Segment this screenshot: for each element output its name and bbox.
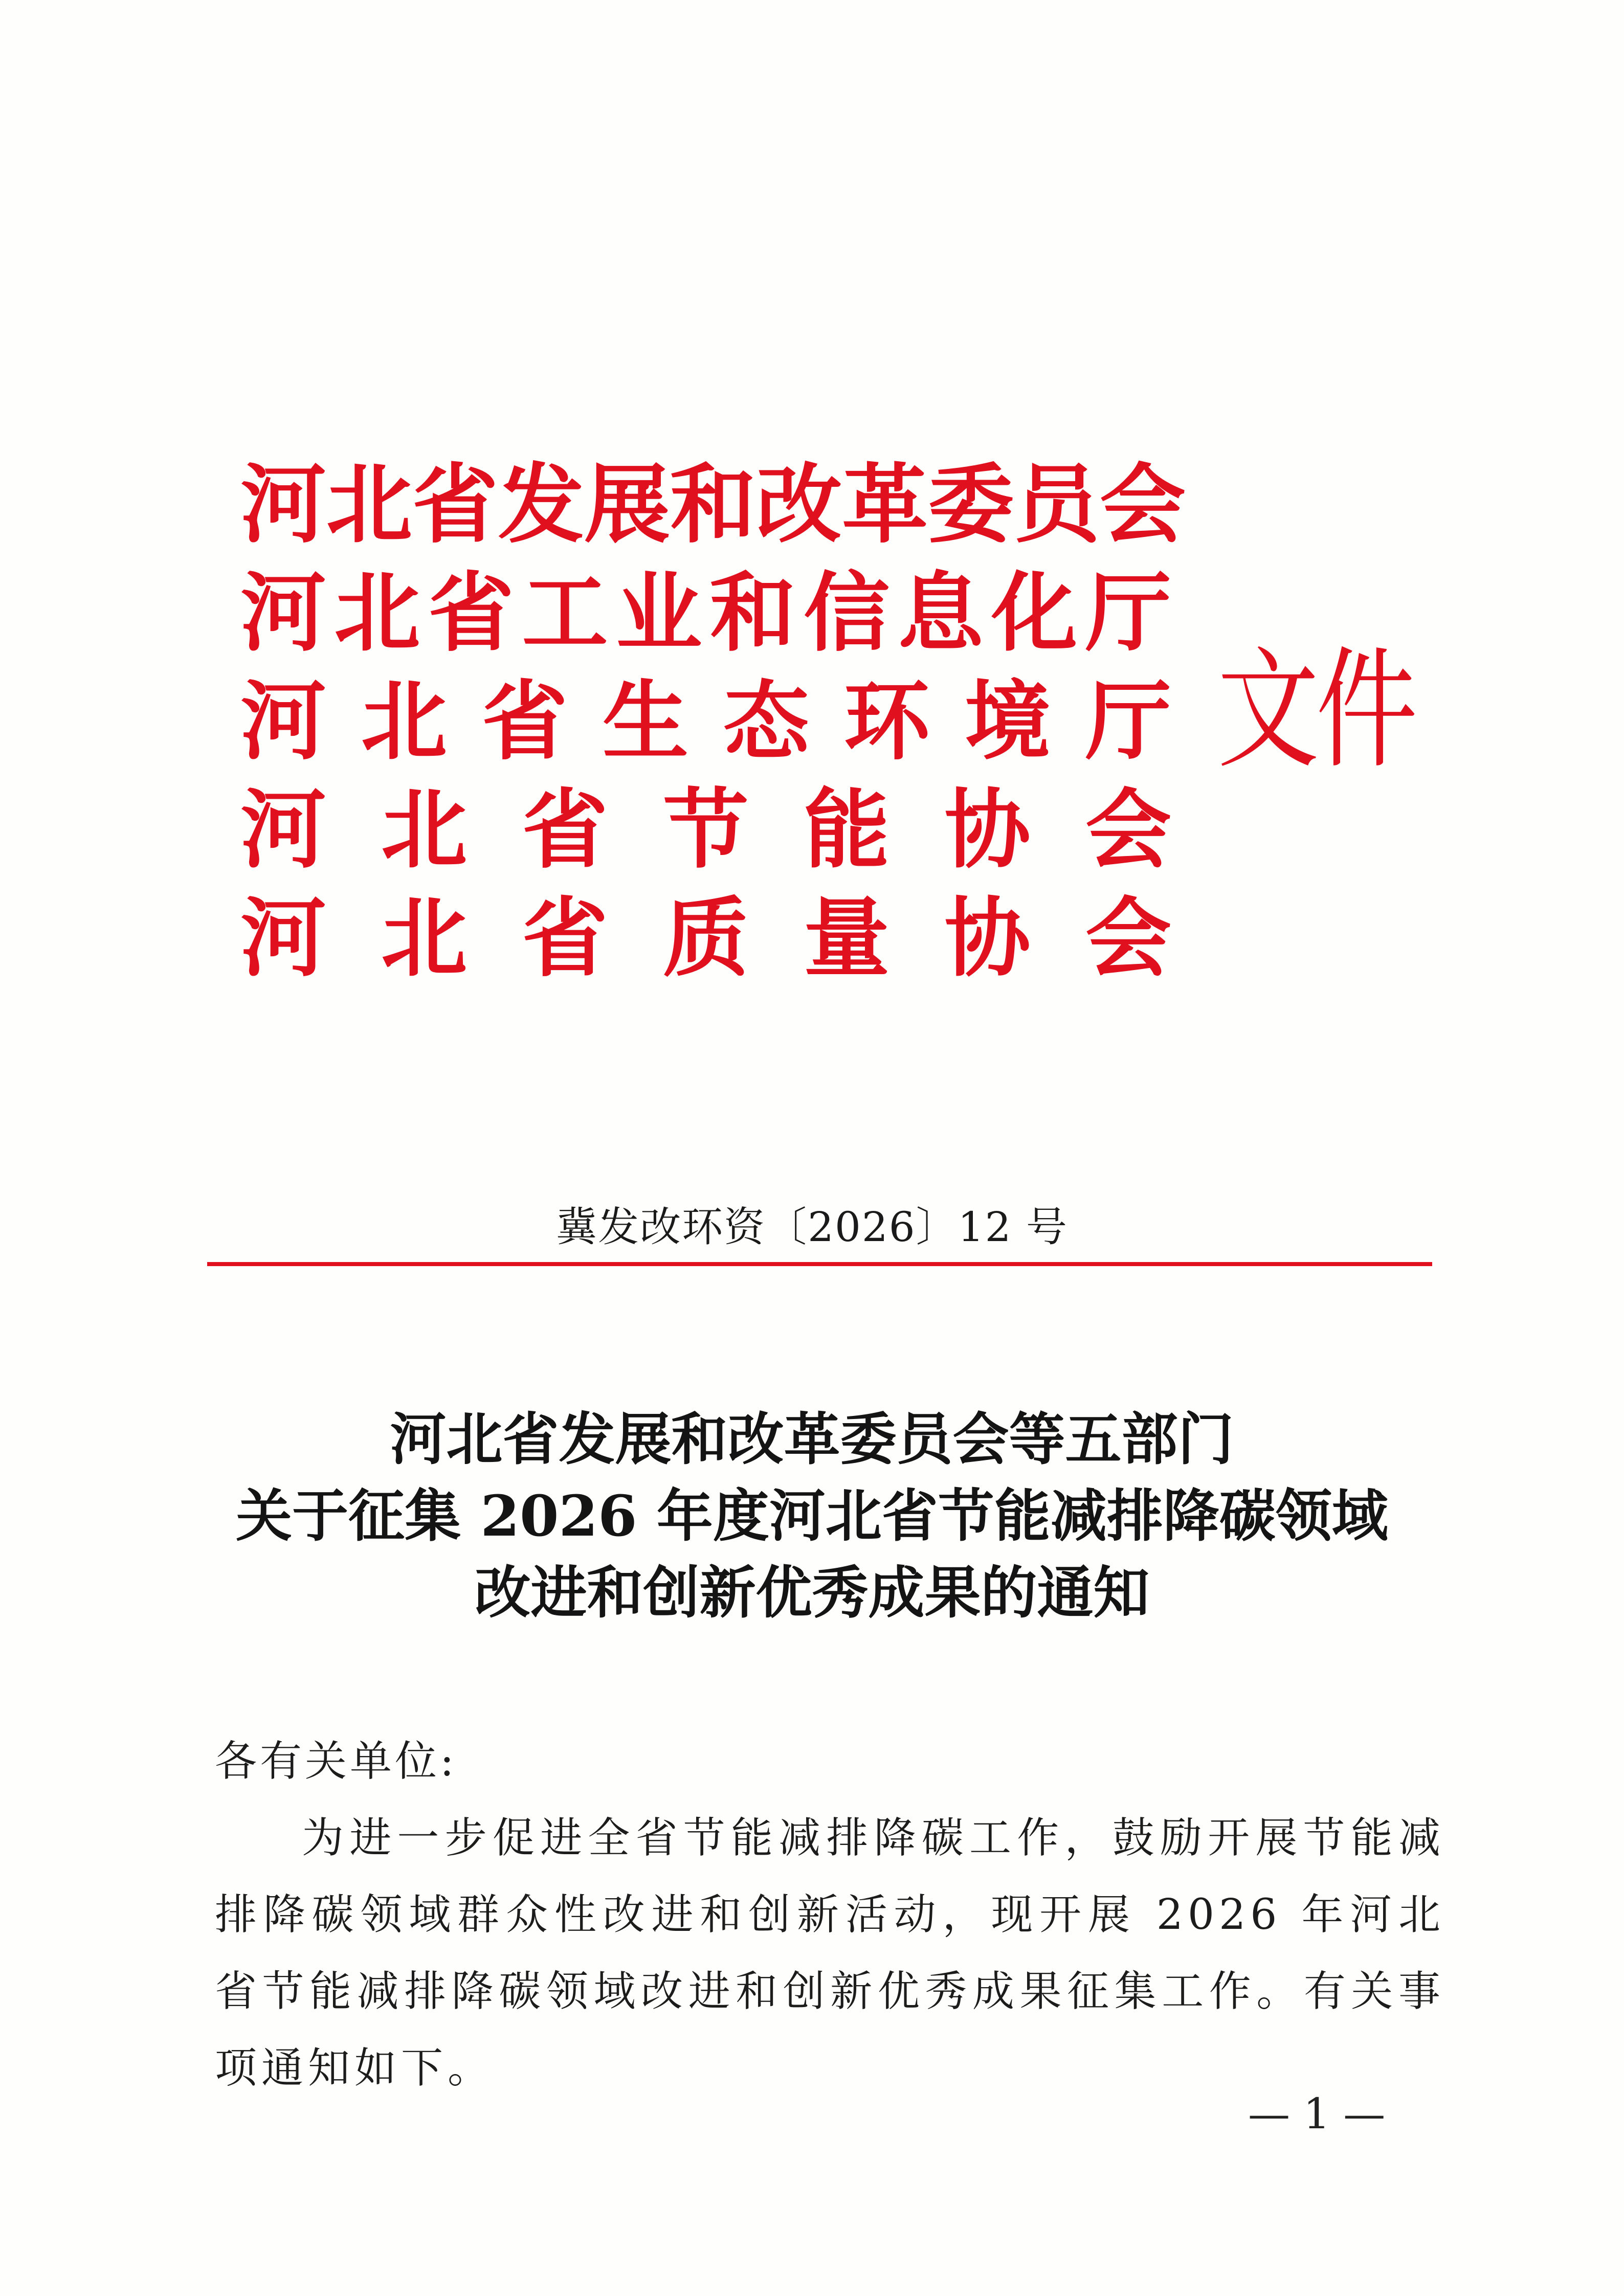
issuer-char: 委 bbox=[928, 454, 1014, 555]
issuer-char: 改 bbox=[756, 454, 842, 555]
title-line: 改进和创新优秀成果的通知 bbox=[474, 1560, 1150, 1626]
red-divider-line bbox=[207, 1262, 1432, 1266]
issuer-char: 和 bbox=[670, 454, 756, 555]
issuer-char: 协 bbox=[944, 887, 1031, 988]
issuer-char: 工 bbox=[522, 562, 608, 663]
issuer-char: 业 bbox=[616, 562, 702, 663]
issuer-char: 会 bbox=[1100, 454, 1186, 555]
issuer-char: 节 bbox=[662, 779, 749, 880]
issuer-char: 展 bbox=[584, 454, 670, 555]
title-line: 关于征集 2026 年度河北省节能减排降碳领域 bbox=[236, 1483, 1388, 1549]
issuing-authorities bbox=[240, 450, 1186, 992]
issuer-char: 厅 bbox=[1085, 562, 1171, 663]
issuer-char: 北 bbox=[334, 562, 420, 663]
issuer-char: 量 bbox=[804, 887, 890, 988]
issuer-char: 河 bbox=[240, 454, 326, 555]
page-number: — 1 — bbox=[1248, 2090, 1386, 2139]
issuer-char: 省 bbox=[428, 562, 515, 663]
issuer-char: 信 bbox=[804, 562, 890, 663]
issuer-char: 环 bbox=[844, 670, 930, 772]
issuer-char: 北 bbox=[381, 887, 468, 988]
issuer-char: 发 bbox=[498, 454, 584, 555]
issuer-char: 质 bbox=[662, 887, 749, 988]
issuer-char: 厅 bbox=[1085, 670, 1171, 772]
issuer-char: 息 bbox=[897, 562, 984, 663]
issuer-char: 省 bbox=[522, 887, 608, 988]
document-body bbox=[215, 1723, 1445, 2107]
issuer-char: 省 bbox=[522, 779, 608, 880]
issuer-line bbox=[240, 558, 1171, 667]
issuer-line bbox=[240, 884, 1171, 992]
issuer-char: 态 bbox=[723, 670, 809, 772]
issuer-char: 北 bbox=[361, 670, 447, 772]
issuer-line bbox=[240, 450, 1186, 558]
issuer-char: 生 bbox=[603, 670, 688, 772]
issuer-char: 化 bbox=[991, 562, 1078, 663]
issuer-char: 河 bbox=[240, 887, 326, 988]
document-title bbox=[0, 1401, 1624, 1631]
issuer-char: 河 bbox=[240, 779, 326, 880]
title-line: 河北省发展和改革委员会等五部门 bbox=[390, 1406, 1234, 1472]
issuer-char: 协 bbox=[944, 779, 1031, 880]
issuer-char: 会 bbox=[1085, 779, 1171, 880]
issuer-char: 革 bbox=[842, 454, 928, 555]
salutation: 各有关单位: bbox=[215, 1737, 457, 1786]
issuer-char: 北 bbox=[326, 454, 412, 555]
issuer-char: 会 bbox=[1085, 887, 1171, 988]
issuer-char: 北 bbox=[381, 779, 468, 880]
body-paragraph: 为进一步促进全省节能减排降碳工作，鼓励开展节能减排降碳领域群众性改进和创新活动，现开展 2026 年河北省节能减排降碳领域改进和创新优秀成果征集工作。有关事项通知如下。 bbox=[215, 1814, 1445, 2092]
issuer-char: 河 bbox=[240, 562, 326, 663]
issuer-char: 省 bbox=[482, 670, 568, 772]
issuer-line bbox=[240, 775, 1171, 884]
document-number: 冀发改环资〔2026〕12 号 bbox=[556, 1203, 1068, 1251]
issuer-char: 境 bbox=[965, 670, 1051, 772]
issuer-char: 省 bbox=[412, 454, 498, 555]
issuer-line bbox=[240, 667, 1171, 775]
issuer-char: 能 bbox=[804, 779, 890, 880]
issuer-char: 员 bbox=[1014, 454, 1100, 555]
document-label: 文件 bbox=[1217, 635, 1415, 786]
issuer-char: 和 bbox=[709, 562, 796, 663]
issuer-char: 河 bbox=[240, 670, 326, 772]
